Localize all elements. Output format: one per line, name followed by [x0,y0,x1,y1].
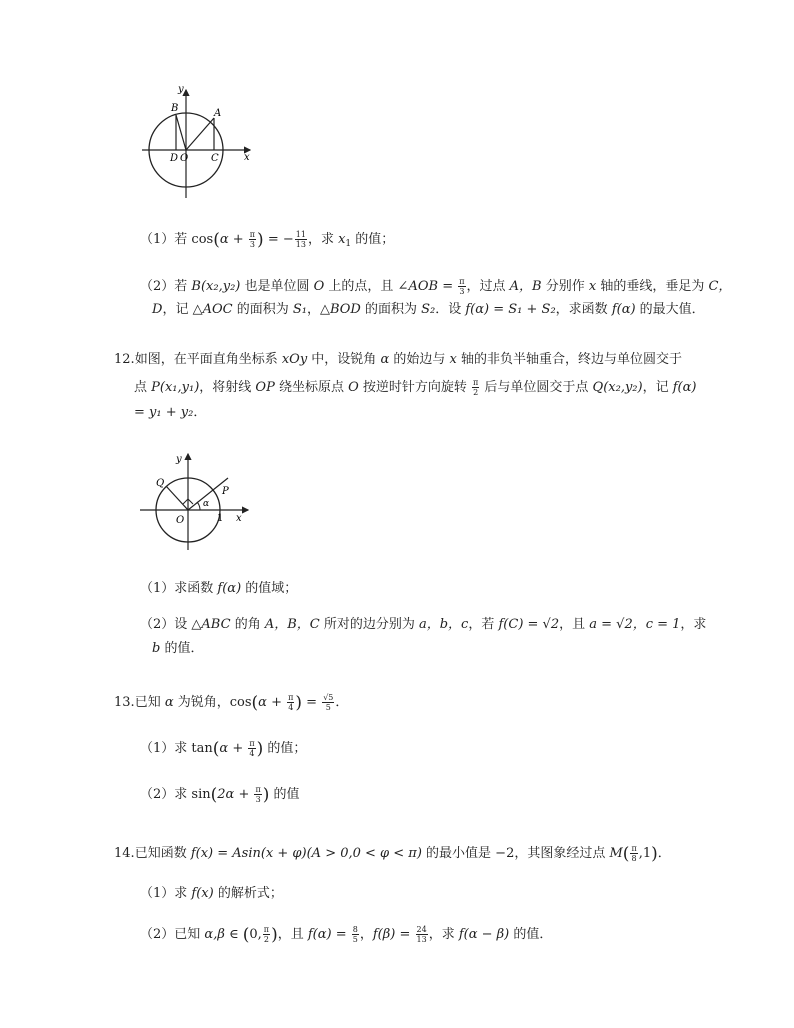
label-y-2: y [176,454,182,465]
problem11-part1: （1）若 cos(α + $\frac{\pi}{3}$ ) = − $\frac{11}{13}$ ，求 $x_1$ 的值； [140,230,395,250]
problem11-part2-line1: （2）若 B(x₂,y₂) 也是单位圆 O 上的点，且 ∠AOB = $\frac{\pi}{3}$ ，过点 A，B 分别作 x 轴的垂线，垂足为 C， [140,277,732,296]
label-alpha: α [203,499,210,509]
problem12-line2: 点 P(x₁,y₁)，将射线 OP 绕坐标原点 O 按逆时针方向旋转 $\frac{\pi}{2}$ 后与单位圆交于点 Q(x₂,y₂)，记 f(α) [134,378,697,397]
label-a: A [214,108,222,119]
label-b: B [171,103,179,114]
ray-oq [166,486,188,510]
problem13-part2: （2）求 sin(2α + $\frac{\pi}{3}$ ) 的值 [140,785,300,805]
label-d: D [170,153,179,164]
figure-unit-circle-aobd [138,80,258,202]
label-o: O [180,153,189,164]
label-y: y [178,84,184,95]
problem12-part2-line1: （2）设 △ABC 的角 A，B，C 所对的边分别为 a，b，c，若 f(C) = √2，且 a = √2，c = 1，求 [140,617,707,632]
problem14-part1: （1）求 f(x) 的解析式； [140,886,283,901]
segment-ob [176,115,186,150]
problem11-part2-line2: D，记 △AOC 的面积为 S₁，△BOD 的面积为 S₂．设 f(α) = S₁ + S₂，求函数 f(α) 的最大值． [152,302,705,317]
figure-unit-circle-pq [138,448,254,554]
label-q: Q [156,478,165,489]
segment-oa [186,118,214,150]
problem12-line1: 12.如图，在平面直角坐标系 xOy 中，设锐角 α 的始边与 x 轴的非负半轴重合，终边与单位圆交于 [114,352,682,367]
problem12-part2-line2: b 的值． [152,641,204,656]
label-one: 1 [217,513,224,524]
problem13-part1: （1）求 tan(α + $\frac{\pi}{4}$ ) 的值； [140,739,307,759]
label-o-2: O [176,515,185,526]
label-x-2: x [236,513,242,524]
angle-arc [197,502,200,510]
problem14-stem: 14.已知函数 f(x) = Asin(x + φ)(A > 0,0 < φ < π) 的最小值是 −2，其图象经过点 M( $\frac{\pi}{8}$ ,1)． [114,844,671,864]
label-p: P [222,486,229,497]
problem12-line3: = y₁ + y₂． [134,405,207,420]
problem12-part1: （1）求函数 f(α) 的值域； [140,581,298,596]
label-c: C [211,153,219,164]
problem13-stem: 13.已知 α 为锐角，cos(α + $\frac{\pi}{4}$ ) = $\frac{√5}{5}$ ． [114,693,349,713]
problem14-part2: （2）已知 α,β ∈ (0, $\frac{\pi}{2}$ )，且 f(α) = $\frac{8}{5}$ ，f(β) = $\frac{24}{13}$ ，求 f(α − β) 的值． [140,925,553,945]
label-x: x [244,152,250,163]
